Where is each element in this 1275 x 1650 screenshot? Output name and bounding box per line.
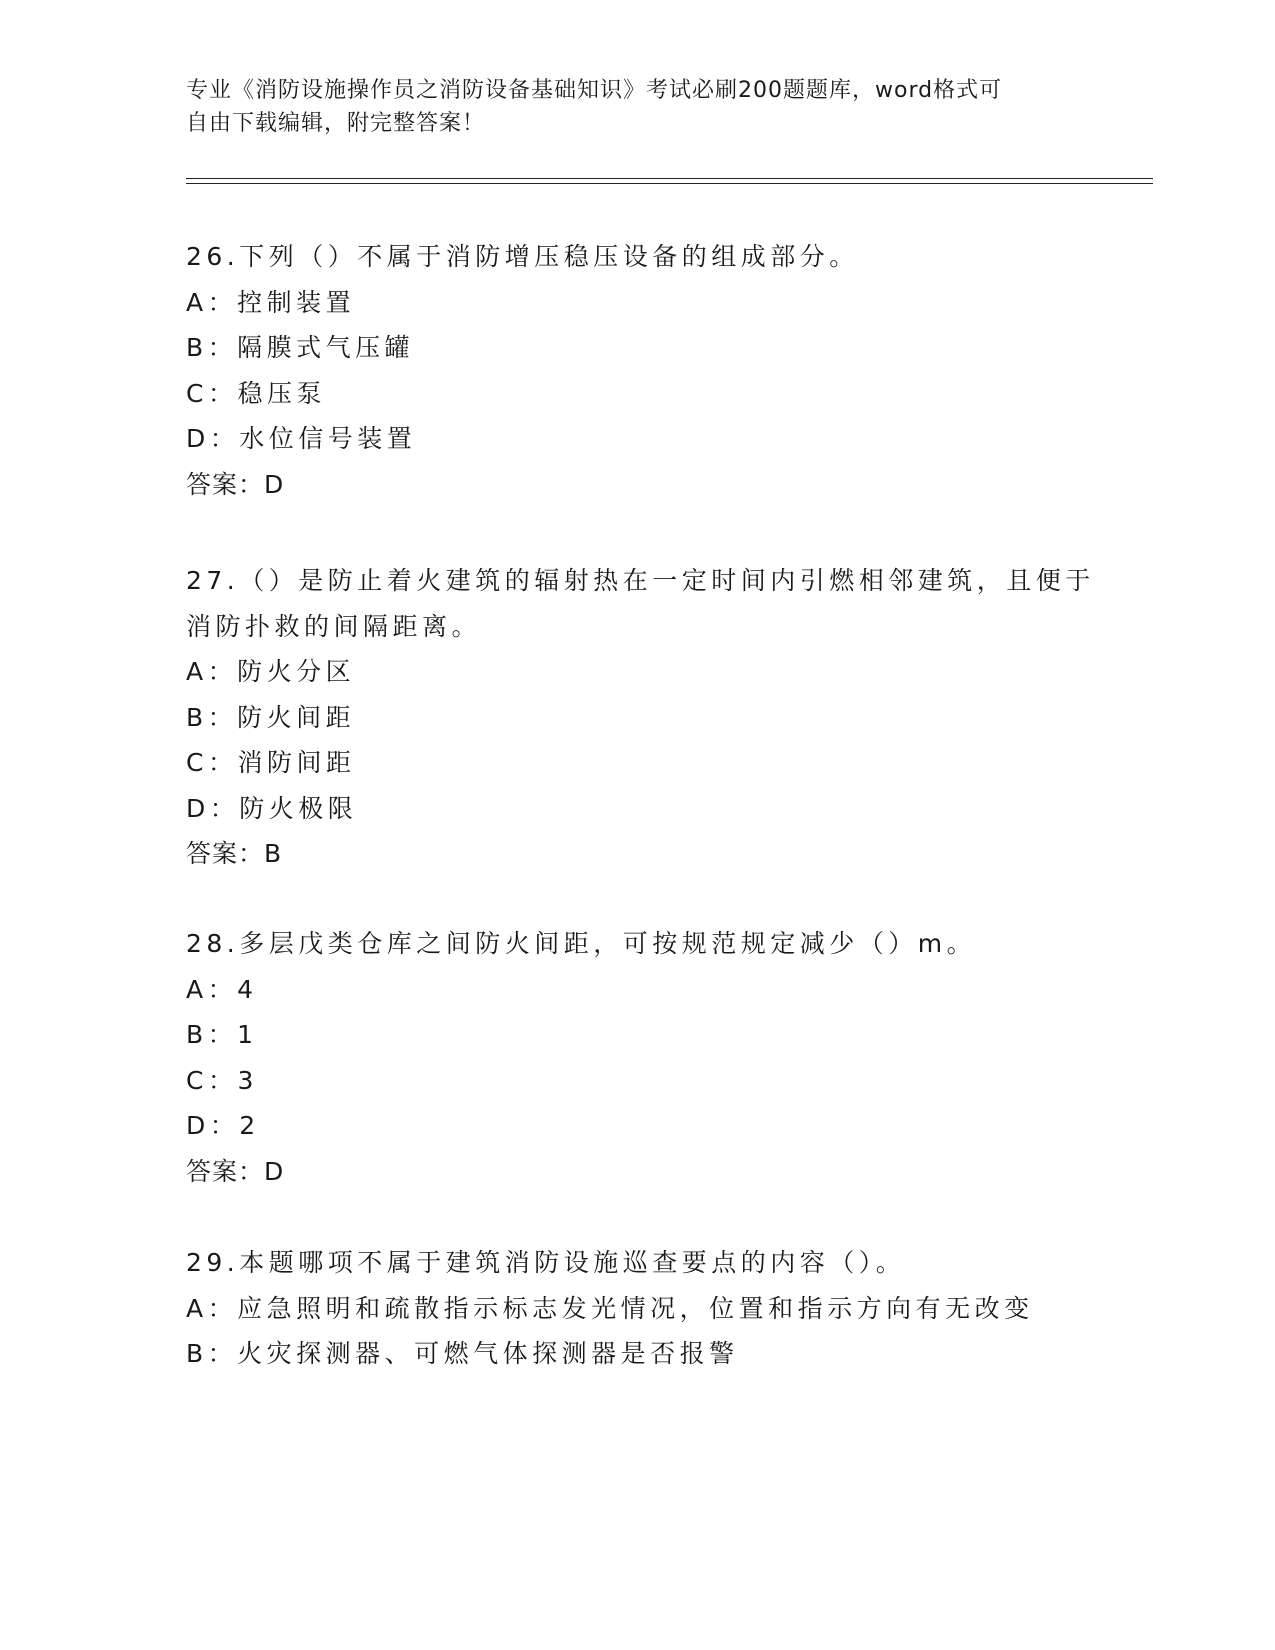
question-stem: 27.（）是防止着火建筑的辐射热在一定时间内引燃相邻建筑，且便于	[186, 566, 1095, 595]
option-c: C：3	[186, 1065, 258, 1095]
question-stem: 29.本题哪项不属于建筑消防设施巡查要点的内容（）。	[186, 1248, 906, 1277]
header-divider-top	[186, 178, 1153, 179]
question-stem-continued: 消防扑救的间隔距离。	[186, 611, 482, 641]
header-line-2: 自由下载编辑，附完整答案！	[186, 111, 486, 136]
header-divider-bottom	[186, 183, 1153, 184]
option-c: C：稳压泵	[186, 378, 326, 408]
question-27	[186, 558, 1095, 877]
option-b: B：火灾探测器、可燃气体探测器是否报警	[186, 1339, 739, 1368]
question-29	[186, 1240, 1086, 1377]
question-28	[186, 921, 1086, 1194]
option-d: D：防火极限	[186, 793, 358, 823]
question-stem: 28.多层戊类仓库之间防火间距，可按规范规定减少（）m。	[186, 929, 977, 958]
option-d: D：水位信号装置	[186, 424, 417, 453]
option-a: A：应急照明和疏散指示标志发光情况，位置和指示方向有无改变	[186, 1293, 1034, 1323]
header-line-1: 专业《消防设施操作员之消防设备基础知识》考试必刷200题题库，word格式可	[186, 78, 1003, 103]
answer-line: 答案：B	[186, 839, 283, 868]
question-26	[186, 234, 1086, 507]
answer-line: 答案：D	[186, 1156, 285, 1186]
option-a: A：4	[186, 974, 258, 1004]
option-a: A：控制装置	[186, 287, 356, 317]
option-b: B：隔膜式气压罐	[186, 333, 415, 362]
question-stem: 26.下列（）不属于消防增压稳压设备的组成部分。	[186, 242, 859, 271]
option-a: A：防火分区	[186, 657, 356, 686]
option-b: B：防火间距	[186, 702, 356, 732]
answer-line: 答案：D	[186, 469, 285, 499]
option-c: C：消防间距	[186, 748, 356, 777]
option-b: B：1	[186, 1020, 258, 1049]
document-header	[186, 74, 1086, 140]
option-d: D：2	[186, 1111, 260, 1140]
